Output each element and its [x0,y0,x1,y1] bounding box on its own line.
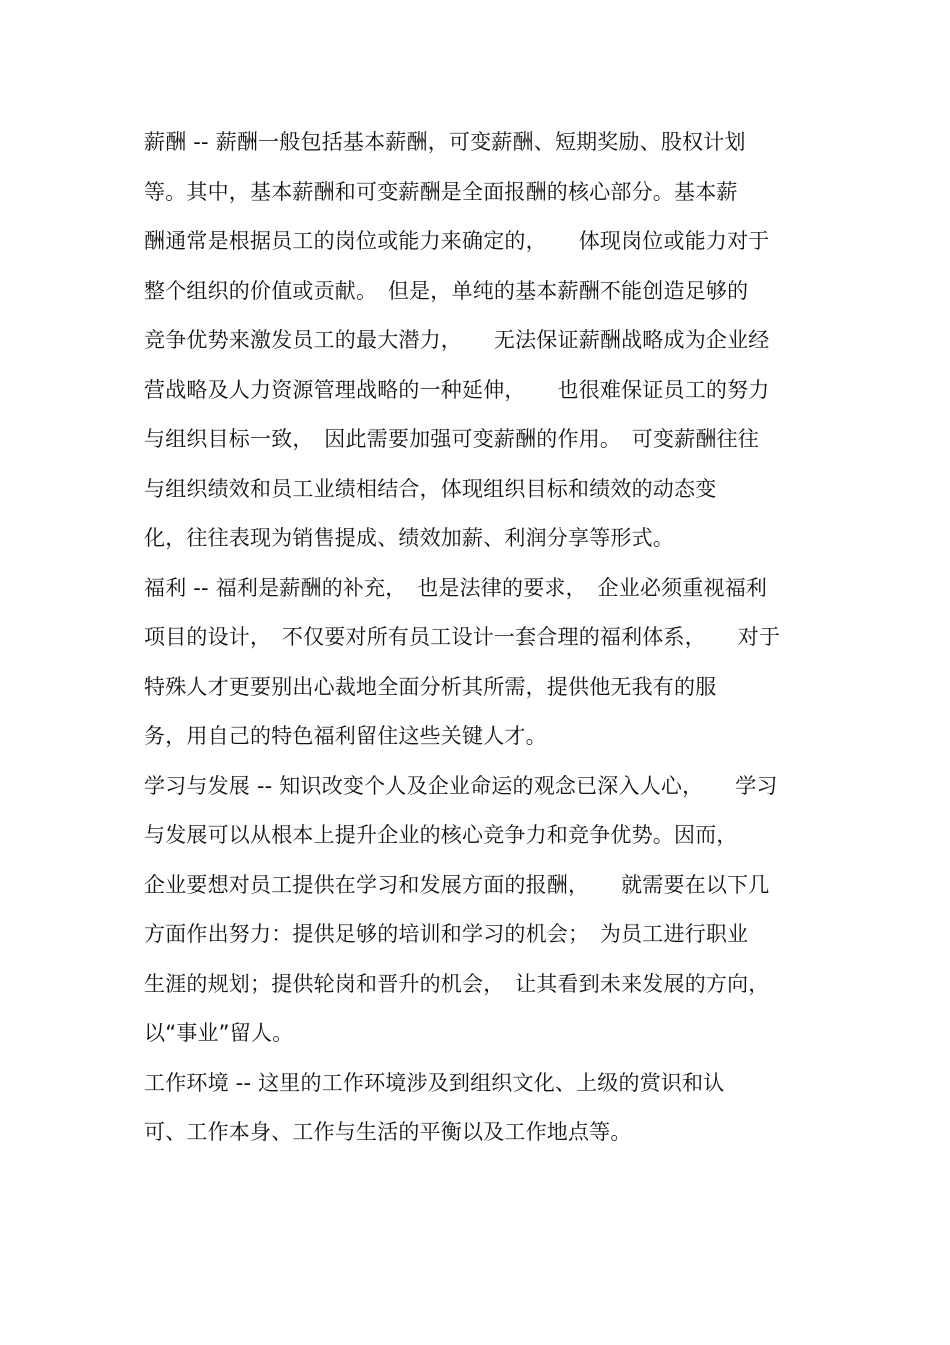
paragraph-salary [144,118,824,564]
text-line: 企业要想对员工提供在学习和发展方面的报酬， 就需要在以下几 [144,872,770,897]
text-line: 整个组织的价值或贡献。 但是，单纯的基本薪酬不能创造足够的 [144,278,749,303]
text-line: 营战略及人力资源管理战略的一种延伸， 也很难保证员工的努力 [144,377,770,402]
text-line: 生涯的规划；提供轮岗和晋升的机会， 让其看到未来发展的方向， [144,971,770,996]
text-line: 福利 -- 福利是薪酬的补充， 也是法律的要求， 企业必须重视福利 [144,575,768,600]
paragraph-learning [144,762,824,1059]
text-line: 与发展可以从根本上提升企业的核心竞争力和竞争优势。因而， [144,823,738,847]
document-body [144,118,824,1158]
paragraph-welfare [144,564,824,762]
text-line: 等。其中，基本薪酬和可变薪酬是全面报酬的核心部分。基本薪 [144,179,738,204]
text-line: 化，往往表现为销售提成、绩效加薪、利润分享等形式。 [144,526,674,550]
text-line: 以“事业”留人。 [144,1021,294,1045]
text-line: 与组织目标一致， 因此需要加强可变薪酬的作用。 可变薪酬往往 [144,427,759,451]
text-line: 学习与发展 -- 知识改变个人及企业命运的观念已深入人心， 学习 [144,773,778,798]
paragraph-environment [144,1059,824,1158]
text-line: 酬通常是根据员工的岗位或能力来确定的， 体现岗位或能力对于 [144,229,770,253]
text-line: 项目的设计， 不仅要对所有员工设计一套合理的福利体系， 对于 [144,625,781,649]
text-line: 与组织绩效和员工业绩相结合，体现组织目标和绩效的动态变 [144,476,717,501]
text-line: 方面作出努力：提供足够的培训和学习的机会； 为员工进行职业 [144,922,749,946]
text-line: 特殊人才更要别出心裁地全面分析其所需，提供他无我有的服 [144,674,717,699]
text-line: 竞争优势来激发员工的最大潜力， 无法保证薪酬战略成为企业经 [144,328,770,352]
text-line: 务，用自己的特色福利留住这些关键人才。 [144,724,547,748]
text-line: 可、工作本身、工作与生活的平衡以及工作地点等。 [144,1120,632,1144]
text-line: 工作环境 -- 这里的工作环境涉及到组织文化、上级的赏识和认 [144,1070,725,1095]
text-line: 薪酬 -- 薪酬一般包括基本薪酬，可变薪酬、短期奖励、股权计划 [144,130,746,154]
